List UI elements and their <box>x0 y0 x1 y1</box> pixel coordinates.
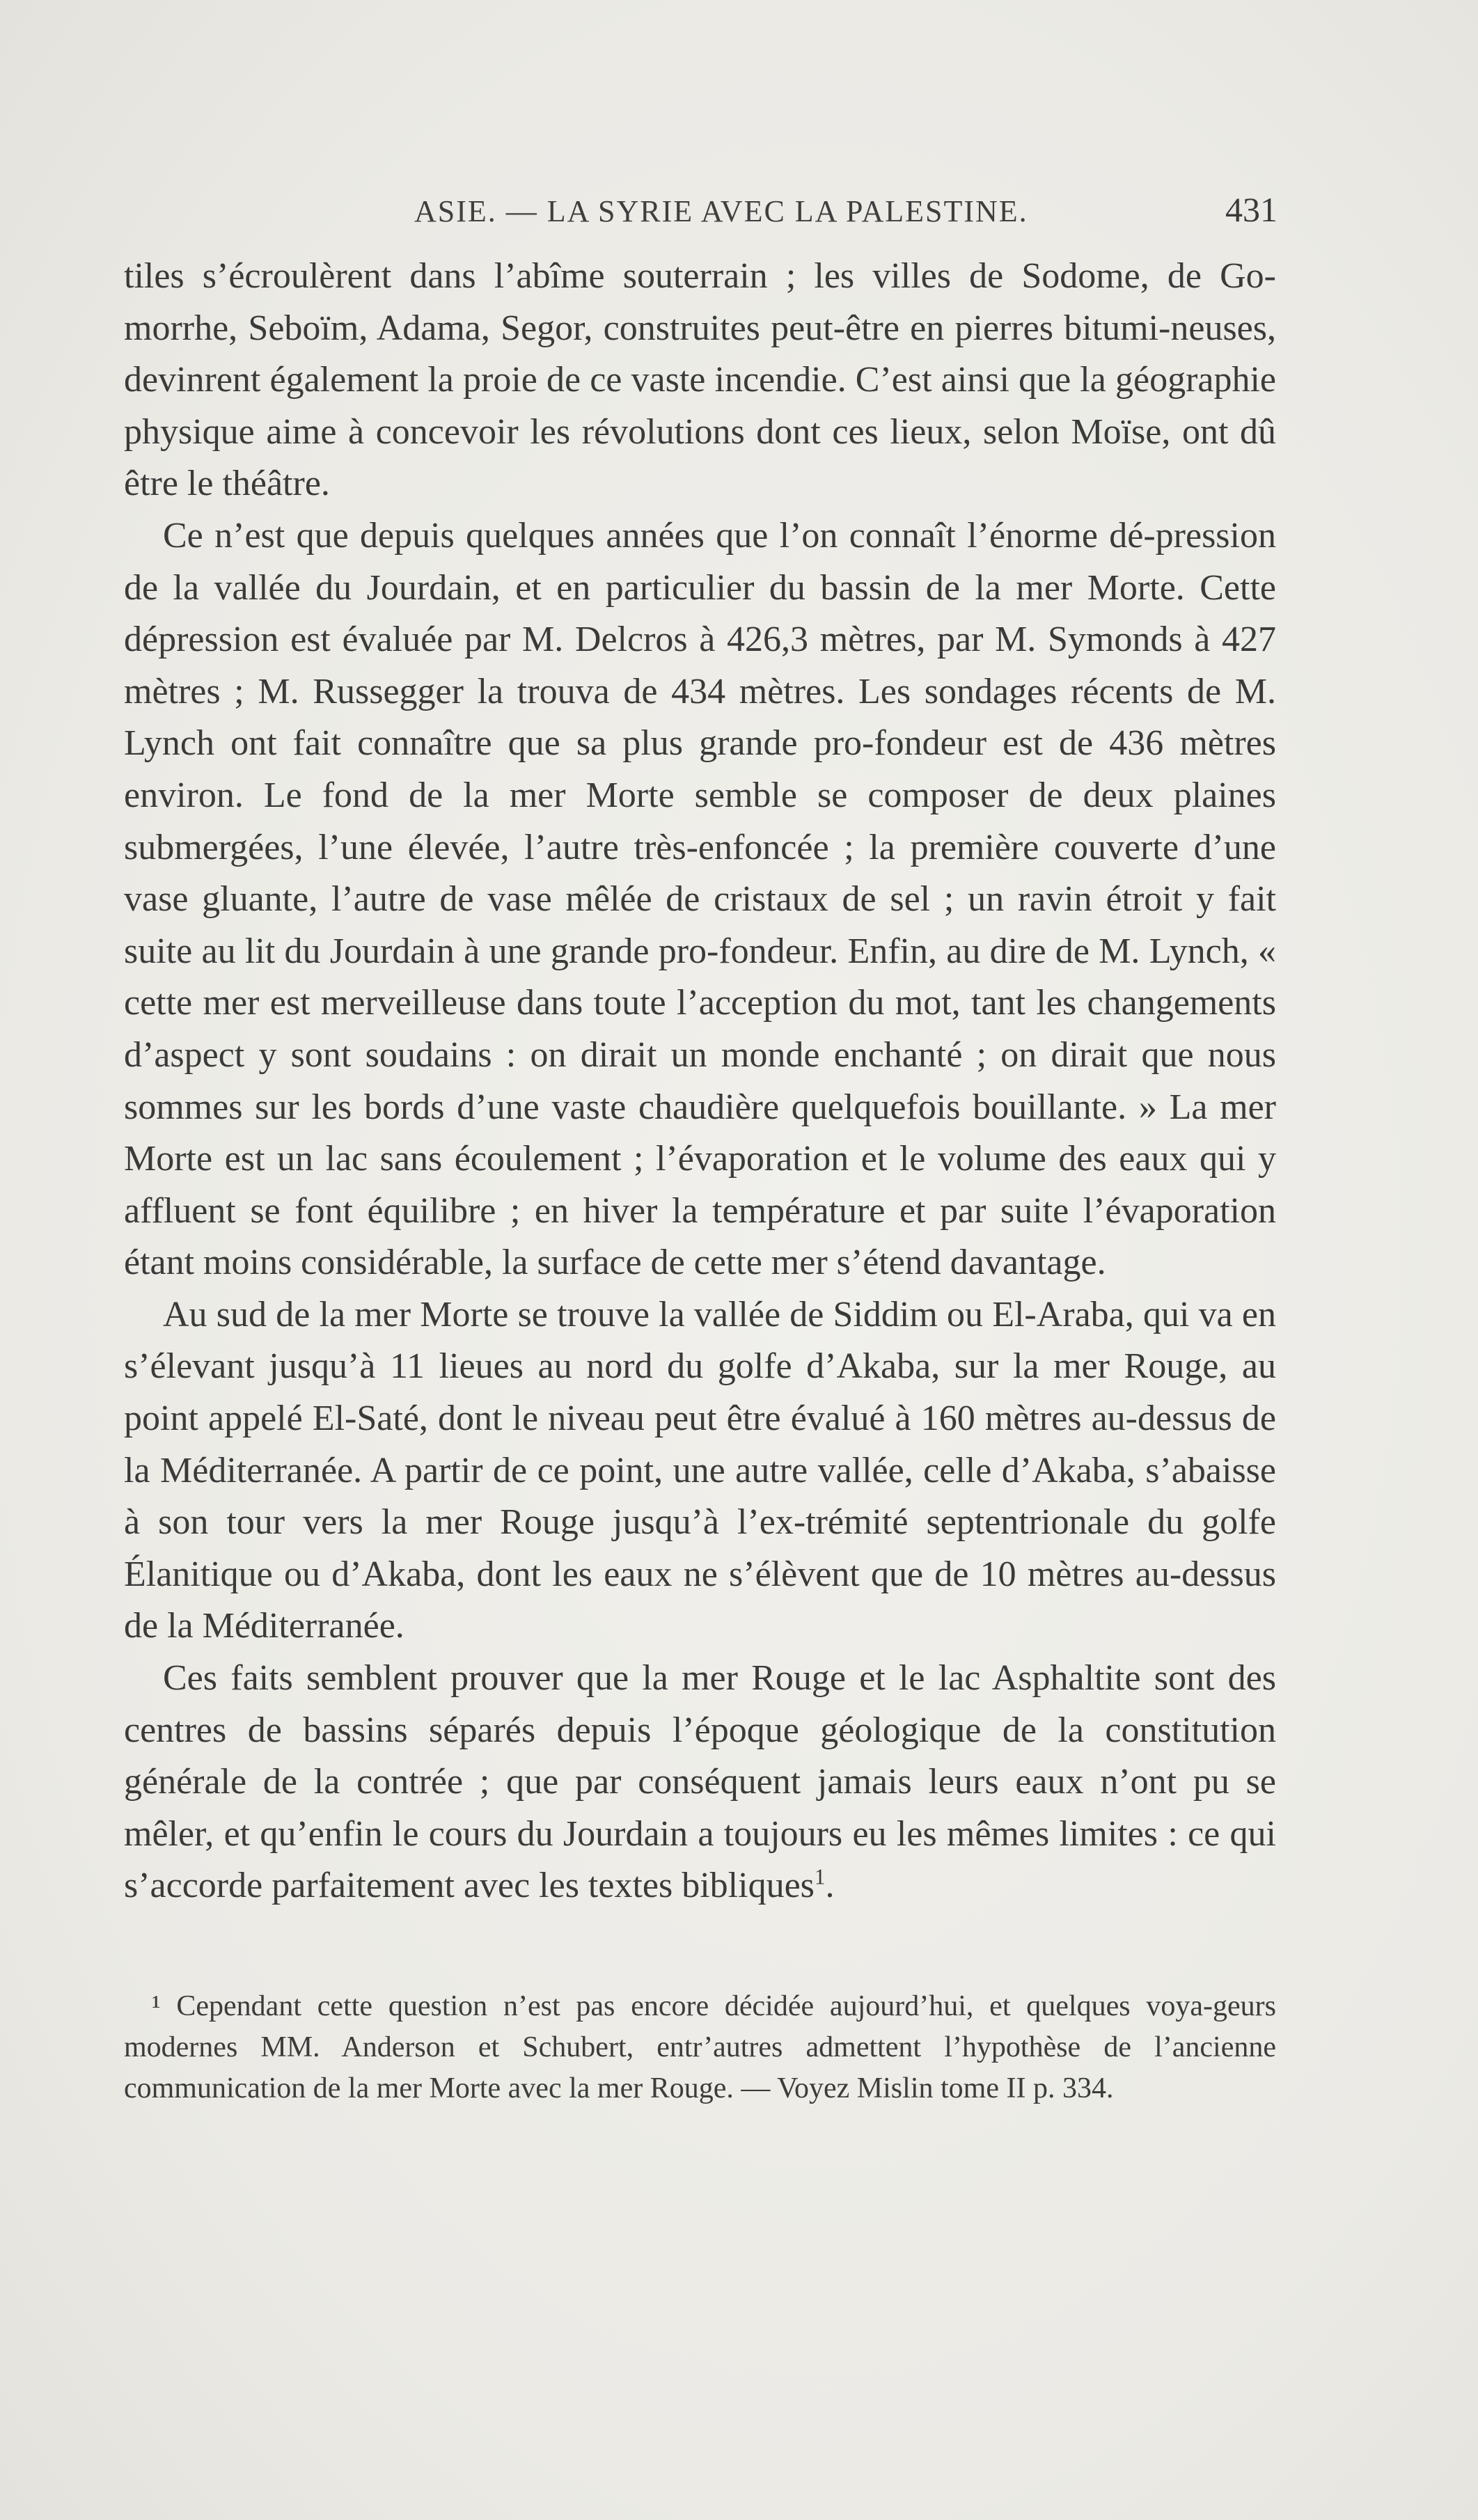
running-head-title: ASIE. — LA SYRIE AVEC LA PALESTINE. <box>414 194 1028 228</box>
footnote: ¹ Cependant cette question n’est pas encore décidée aujourd’hui, et quelques voya-geurs modernes MM. Anderson et Schubert, entr’autres admettent l’hypothèse de l’ancienne communication de la mer Morte avec la mer Rouge. — Voyez Mislin tome II p. 334. <box>124 1990 1276 2104</box>
running-head <box>122 190 1277 242</box>
footnote-block <box>124 1986 1276 2109</box>
paragraph-1: tiles s’écroulèrent dans l’abîme souterrain ; les villes de Sodome, de Go-morrhe, Seboïm, Adama, Segor, construites peut-être en pierres bitumi-neuses, devinrent également la proie de ce vaste incendie. C’est ainsi que la géographie physique aime à concevoir les révolutions dont ces lieux, selon Moïse, ont dû être le théâtre. <box>124 256 1276 504</box>
paragraph-4-end: . <box>825 1866 835 1906</box>
paragraph-4 <box>124 1653 1276 1912</box>
paragraph-2: Ce n’est que depuis quelques années que l’on connaît l’énorme dé-pression de la vallée du Jourdain, et en particulier du bassin de la mer Morte. Cette dépression est évaluée par M. Delcros à 426,3 mètres, par M. Symonds à 427 mètres ; M. Russegger la trouva de 434 mètres. Les sondages récents de M. Lynch ont fait connaître que sa plus grande pro-fondeur est de 436 mètres environ. Le fond de la mer Morte semble se composer de deux plaines submergées, l’une élevée, l’autre très-enfoncée ; la première couverte d’une vase gluante, l’autre de vase mêlée de cristaux de sel ; un ravin étroit y fait suite au lit du Jourdain à une grande pro-fondeur. Enfin, au dire de M. Lynch, « cette mer est merveilleuse dans toute l’acception du mot, tant les changements d’aspect y sont soudains : on dirait un monde enchanté ; on dirait que nous sommes sur les bords d’une vaste chaudière quelquefois bouillante. » La mer Morte est un lac sans écoulement ; l’évaporation et le volume des eaux qui y affluent se font équilibre ; en hiver la température et par suite l’évaporation étant moins considérable, la surface de cette mer s’étend davantage. <box>124 515 1276 1283</box>
body-text <box>124 251 1276 1912</box>
paragraph-4-text: Ces faits semblent prouver que la mer Rouge et le lac Asphaltite sont des centres de bassins séparés depuis l’époque géologique de la constitution générale de la contrée ; que par conséquent jamais leurs eaux n’ont pu se mêler, et qu’enfin le cours du Jourdain a toujours eu les mêmes limites : ce qui s’accorde parfaitement avec les textes bibliques <box>124 1658 1276 1906</box>
paragraph-3: Au sud de la mer Morte se trouve la vallée de Siddim ou El-Araba, qui va en s’élevant jusqu’à 11 lieues au nord du golfe d’Akaba, sur la mer Rouge, au point appelé El-Saté, dont le niveau peut être évalué à 160 mètres au-dessus de la Méditerranée. A partir de ce point, une autre vallée, celle d’Akaba, s’abaisse à son tour vers la mer Rouge jusqu’à l’ex-trémité septentrionale du golfe Élanitique ou d’Akaba, dont les eaux ne s’élèvent que de 10 mètres au-dessus de la Méditerranée. <box>124 1294 1276 1646</box>
page-number: 431 <box>1225 190 1277 229</box>
footnote-reference: 1 <box>814 1865 826 1890</box>
